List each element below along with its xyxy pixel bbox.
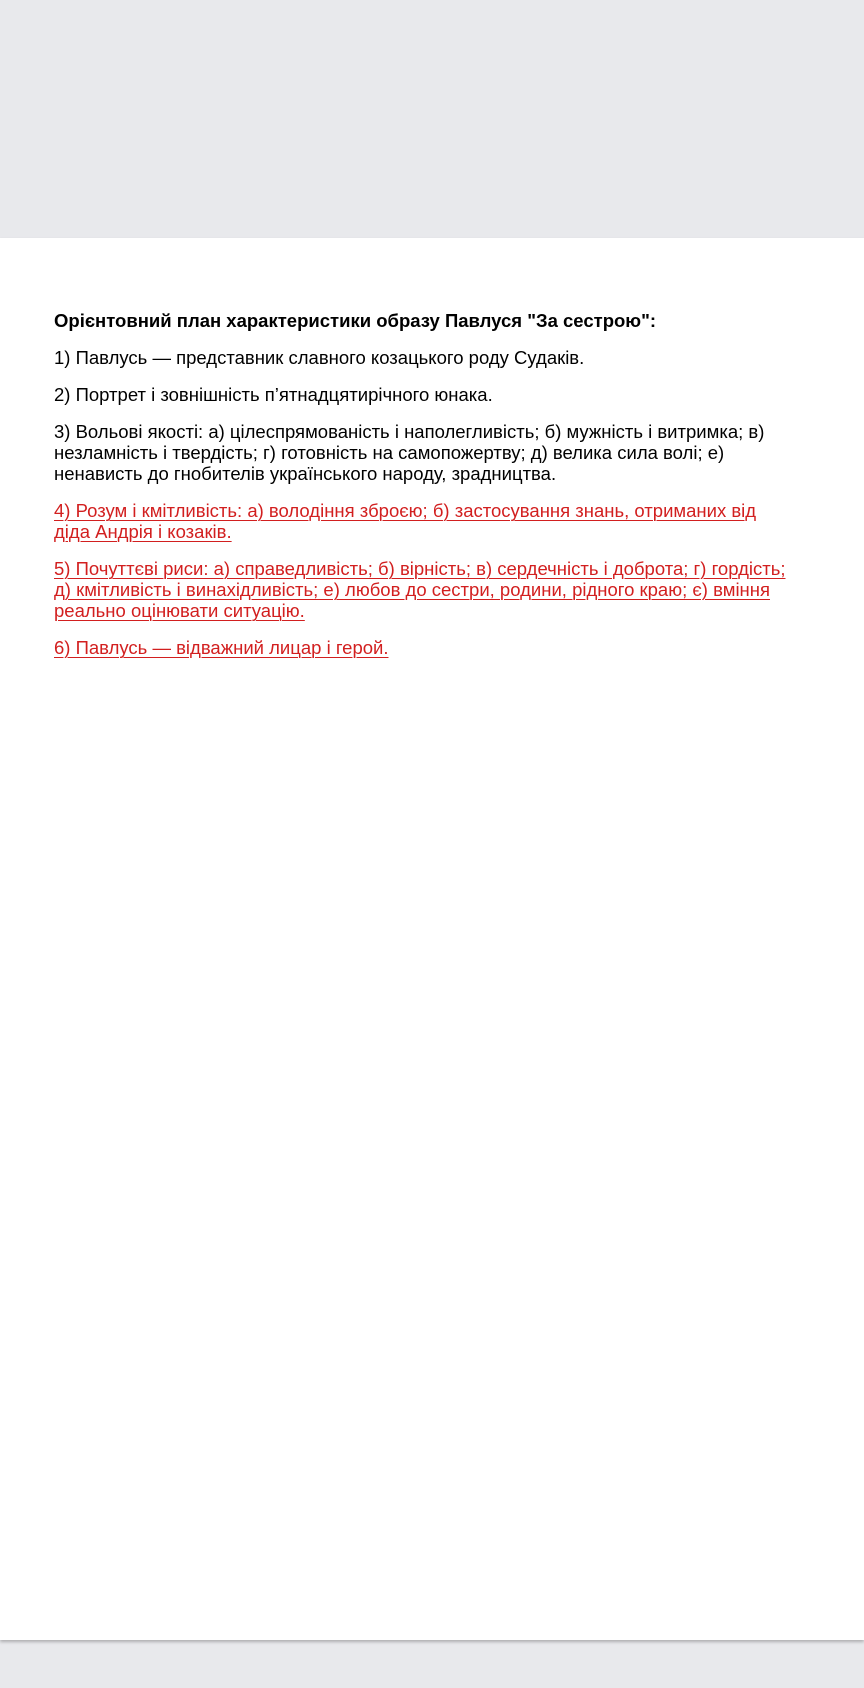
plan-item-line: 6) Павлусь — відважний лицар і герой. [54, 637, 389, 658]
plan-item-line: 2) Портрет і зовнішність п’ятнадцятирічного юнака. [54, 384, 493, 405]
plan-item-line: реально оцінювати ситуацію. [54, 600, 305, 621]
plan-item-2 [54, 384, 854, 405]
plan-item-line: 1) Павлусь — представник славного козацького роду Судаків. [54, 347, 585, 368]
top-background [0, 0, 864, 238]
plan-item-line: д) кмітливість і винахідливість; е) любов до сестри, родини, рідного краю; є) вміння [54, 579, 770, 600]
document-content [54, 310, 854, 674]
plan-item-line: незламність і твердість; г) готовність на самопожертву; д) велика сила волі; е) [54, 442, 725, 463]
plan-item-6-highlighted [54, 637, 854, 658]
document-title: Орієнтовний план характеристики образу Павлуся "За сестрою": [54, 310, 657, 331]
plan-item-4-highlighted [54, 500, 854, 542]
document-page [0, 238, 864, 1640]
plan-item-line: діда Андрія і козаків. [54, 521, 232, 542]
plan-item-1 [54, 347, 854, 368]
plan-item-5-highlighted [54, 558, 854, 621]
plan-item-line: ненависть до гнобителів українського народу, зрадництва. [54, 463, 557, 484]
plan-item-line: 3) Вольові якості: а) цілеспрямованість і наполегливість; б) мужність і витримка; в) [54, 421, 765, 442]
plan-item-line: 4) Розум і кмітливість: а) володіння зброєю; б) застосування знань, отриманих від [54, 500, 757, 521]
plan-item-line: 5) Почуттєві риси: а) справедливість; б) вірність; в) сердечність і доброта; г) гордість; [54, 558, 786, 579]
plan-item-3 [54, 421, 854, 484]
